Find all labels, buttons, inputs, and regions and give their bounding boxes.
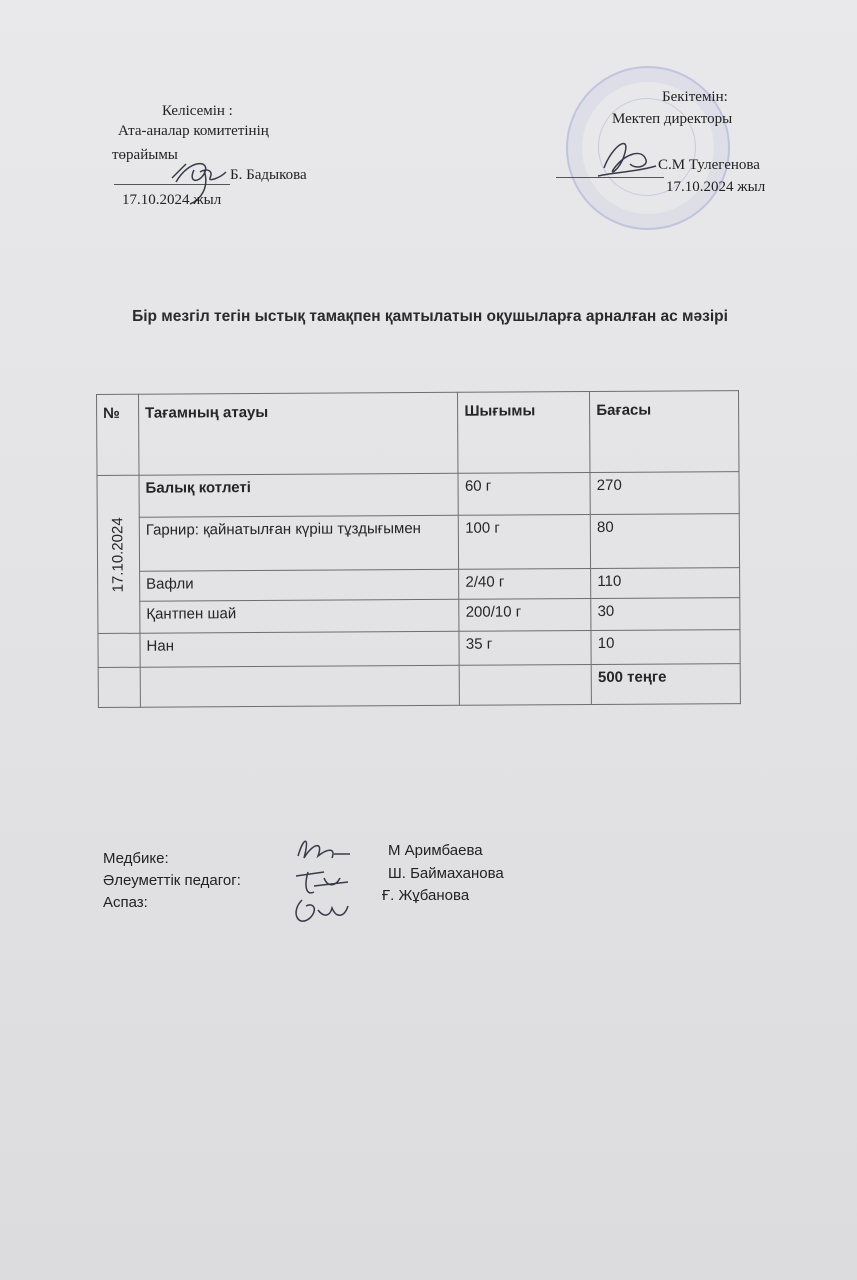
dish-price: 10 xyxy=(591,630,740,665)
empty-cell xyxy=(460,664,592,705)
agreed-name: Б. Бадыкова xyxy=(230,167,307,183)
agreed-line2: төрайымы xyxy=(112,147,178,163)
table-header-row xyxy=(97,391,739,476)
table-row xyxy=(97,472,739,518)
approved-heading: Бекітемін: xyxy=(662,89,728,105)
dish-price: 110 xyxy=(591,568,740,599)
approved-line1: Мектеп директоры xyxy=(612,111,733,127)
dish-yield: 60 г xyxy=(458,472,590,515)
staff-role-nurse: Медбике: xyxy=(103,850,169,867)
header-dish-name: Тағамның атауы xyxy=(138,392,458,475)
header-price: Бағасы xyxy=(590,391,739,473)
staff-name-nurse: М Аримбаева xyxy=(388,842,483,859)
empty-cell xyxy=(98,667,140,707)
empty-cell xyxy=(140,665,460,707)
document-title: Бір мезгіл тегін ыстық тамақпен қамтылатын оқушыларға арналған ас мәзірі xyxy=(132,308,728,325)
date-cell xyxy=(97,475,140,633)
dish-name: Вафли xyxy=(140,569,460,601)
total-price: 500 теңге xyxy=(591,664,740,705)
header-yield: Шығымы xyxy=(458,391,590,473)
agreed-heading: Келісемін : xyxy=(162,103,233,119)
dish-name: Гарнир: қайнатылған күріш тұздығымен xyxy=(139,515,459,571)
approved-name: С.М Тулегенова xyxy=(658,157,760,173)
agreed-line1: Ата-аналар комитетінің xyxy=(118,123,269,139)
dish-yield: 200/10 г xyxy=(459,598,591,631)
date-label: 17.10.2024 xyxy=(109,516,128,592)
table-row xyxy=(98,568,740,602)
staff-name-cook: Ғ. Жұбанова xyxy=(382,887,470,904)
table-total-row xyxy=(98,664,740,708)
staff-signatures-icon xyxy=(284,826,364,934)
dish-yield: 2/40 г xyxy=(459,568,591,599)
table-row xyxy=(98,598,740,634)
header-number: № xyxy=(97,394,139,475)
staff-name-social-pedagogue: Ш. Баймаханова xyxy=(388,865,504,882)
dish-yield: 100 г xyxy=(459,514,591,569)
staff-role-cook: Аспаз: xyxy=(103,894,148,911)
dish-price: 30 xyxy=(591,598,740,631)
dish-price: 80 xyxy=(590,514,739,569)
approved-date: 17.10.2024 жыл xyxy=(666,179,766,195)
dish-name: Нан xyxy=(140,631,460,667)
table-row xyxy=(97,514,739,572)
staff-role-social-pedagogue: Әлеуметтік педагог: xyxy=(103,872,241,889)
menu-table xyxy=(96,390,741,708)
empty-number-cell xyxy=(98,633,140,667)
dish-name: Балық котлеті xyxy=(139,473,459,517)
agreed-date: 17.10.2024 жыл xyxy=(122,192,222,208)
dish-price: 270 xyxy=(590,472,739,515)
dish-name: Қантпен шай xyxy=(140,599,460,633)
dish-yield: 35 г xyxy=(459,630,591,665)
table-row xyxy=(98,630,740,668)
approved-signature-icon xyxy=(586,126,666,192)
